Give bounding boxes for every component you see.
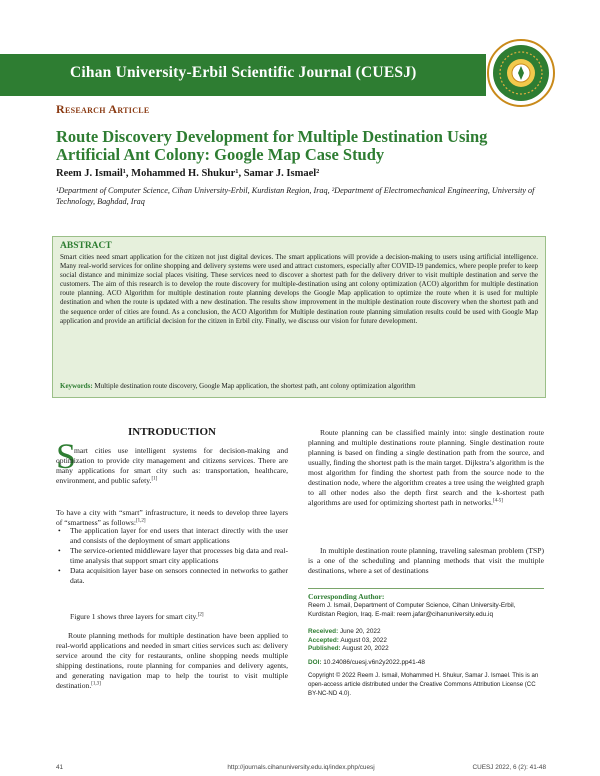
list-item: • The application layer for end users that interact directly with the user and consists of the deployment of smart applications bbox=[56, 526, 288, 546]
intro-paragraph-3 bbox=[56, 631, 288, 691]
intro-p1-text: mart cities use intelligent systems for decision-making and optimization to provide city management and citizens services. There are many applications for smart city such as: transportation, healthcare, environment, and public safety. bbox=[56, 446, 288, 485]
journal-title: Cihan University-Erbil Scientific Journal (CUESJ) bbox=[70, 64, 417, 81]
intro-p3-text: Route planning methods for multiple destination have been applied to real-world applications and needed in smart cities services such as: delivery service around the city for restaurants, online shopping needs multiple shipping destinations, route planning for companies and delivery agents, and generating navigation map to help the tourist to visit multiple destination. bbox=[56, 631, 288, 690]
accepted-date bbox=[308, 637, 544, 646]
published-date bbox=[308, 645, 544, 654]
university-seal-icon bbox=[486, 38, 556, 108]
doi-line bbox=[308, 659, 544, 666]
tsp-paragraph: In multiple destination route planning, traveling salesman problem (TSP) is a one of the scheduling and planning methods that visit the multiple destinations, where a set of destinations bbox=[308, 546, 544, 575]
published-label: Published: bbox=[308, 645, 341, 653]
published-value: August 20, 2022 bbox=[342, 645, 389, 653]
figure-reference-line bbox=[56, 612, 288, 622]
abstract-text: Smart cities need smart application for the citizen not just digital devices. The smart applications will provide a decision-making to users using artificial intelligence. Many real-world services for online shopping and delivery systems were used and attract customers, especially after COVID-19 pandemics, where people prefer to keep social distance and minimize social places visiting. These services need to discover a shortest path for the delivery driver to visit multiple destination and serve the customers. The aim of this research is to develop the route discovery for multiple-destination using ant colony optimization (ACO) algorithm for multiple destination route planning. ACO Algorithm for multiple destination route planning develops the Google Map application to optimize the route when it is used for multiple destination and when the route is updated with a new destination. The results show improvement in the multiple destination route discovery when the shortest path and the sequence order of cities are found. As a conclusion, the ACO Algorithm for Multiple destination route planning simulation results could be used with Google Map application and provide an artificial decision for the citizen in Erbil city. Finally, we discuss our vision for future development. bbox=[60, 253, 538, 325]
drop-cap: S bbox=[56, 436, 77, 476]
doi-link[interactable]: 10.24086/cuesj.v6n2y2022.pp41-48 bbox=[323, 659, 425, 666]
citation-ref: [1] bbox=[151, 476, 158, 482]
divider bbox=[308, 588, 544, 589]
intro-p2-text: To have a city with “smart” infrastructure, it needs to develop three layers of “smartness” as follows: bbox=[56, 508, 288, 527]
article-title: Route Discovery Development for Multiple Destination Using Artificial Ant Colony: Google Map Case Study bbox=[56, 127, 488, 164]
corresponding-author-heading: Corresponding Author: bbox=[308, 592, 385, 601]
keywords-label: Keywords: bbox=[60, 382, 93, 390]
article-type-label: Research Article bbox=[56, 102, 150, 116]
received-label: Received: bbox=[308, 628, 339, 635]
citation-ref: [2] bbox=[197, 612, 204, 618]
keywords-line bbox=[60, 382, 538, 390]
doi-label: DOI: bbox=[308, 659, 322, 666]
received-value: June 20, 2022 bbox=[339, 628, 381, 635]
article-dates bbox=[308, 628, 544, 654]
journal-banner bbox=[0, 54, 486, 96]
citation-ref: [1,2] bbox=[135, 518, 146, 524]
abstract-heading: ABSTRACT bbox=[60, 241, 112, 251]
corresponding-author-text: Reem J. Ismail, Department of Computer Science, Cihan University-Erbil, Kurdistan Region, Iraq. E-mail: reem.jafar@cihanuniversity.edu.iq bbox=[308, 602, 516, 618]
accepted-value: August 03, 2022 bbox=[340, 636, 387, 644]
journal-url-link[interactable]: http://journals.cihanuniversity.edu.iq/index.php/cuesj bbox=[227, 764, 375, 771]
copyright-notice: Copyright © 2022 Reem J. Ismail, Mohammed H. Shukur, Samar J. Ismael. This is an open-access article distributed under the Creative Commons Attribution License (CC BY-NC-ND 4.0). bbox=[308, 672, 539, 697]
right-p1-text: Route planning can be classified mainly into: single destination route planning and multiple destinations route planning. Single destination route planning is based on finding a single destination path from the source, and usually, finding the shortest path is the main target. Dijkstra’s algorithm is the most algorithm for finding the shortest path from the source node to the destination node, where the algorithm creates a tree using the weighted graph to all other nodes also the depth first search and the k-shortest path algorithms are used for optimizing shortest path in networks. bbox=[308, 428, 545, 507]
author-affiliations: ¹Department of Computer Science, Cihan University-Erbil, Kurdistan Region, Iraq, ²Department of Electromechanical Engineering, University of Technology, Baghdad, Iraq bbox=[56, 186, 535, 206]
smartness-layer-list bbox=[56, 526, 288, 586]
citation-ref: [1,3] bbox=[91, 681, 101, 687]
figure-ref-text: Figure 1 shows three layers for smart city. bbox=[70, 612, 198, 621]
route-planning-paragraph bbox=[308, 428, 544, 508]
intro-paragraph-2 bbox=[56, 508, 288, 528]
citation-info: CUESJ 2022, 6 (2): 41-48 bbox=[472, 764, 546, 771]
accepted-label: Accepted: bbox=[308, 636, 339, 644]
page-number: 41 bbox=[56, 764, 64, 771]
citation-ref: [4-5] bbox=[492, 498, 503, 504]
received-date bbox=[308, 628, 544, 637]
list-item: • The service-oriented middleware layer that processes big data and real-time analysis that support smart city applications bbox=[56, 546, 288, 566]
keywords-text: Multiple destination route discovery, Google Map application, the shortest path, ant colony optimization algorithm bbox=[94, 382, 416, 390]
list-item: • Data acquisition layer base on sensors connected in networks to gather data. bbox=[56, 566, 288, 586]
author-list: Reem J. Ismail¹, Mohammed H. Shukur¹, Samar J. Ismael² bbox=[56, 168, 320, 179]
introduction-heading: INTRODUCTION bbox=[127, 426, 216, 438]
intro-paragraph-1 bbox=[56, 446, 288, 486]
